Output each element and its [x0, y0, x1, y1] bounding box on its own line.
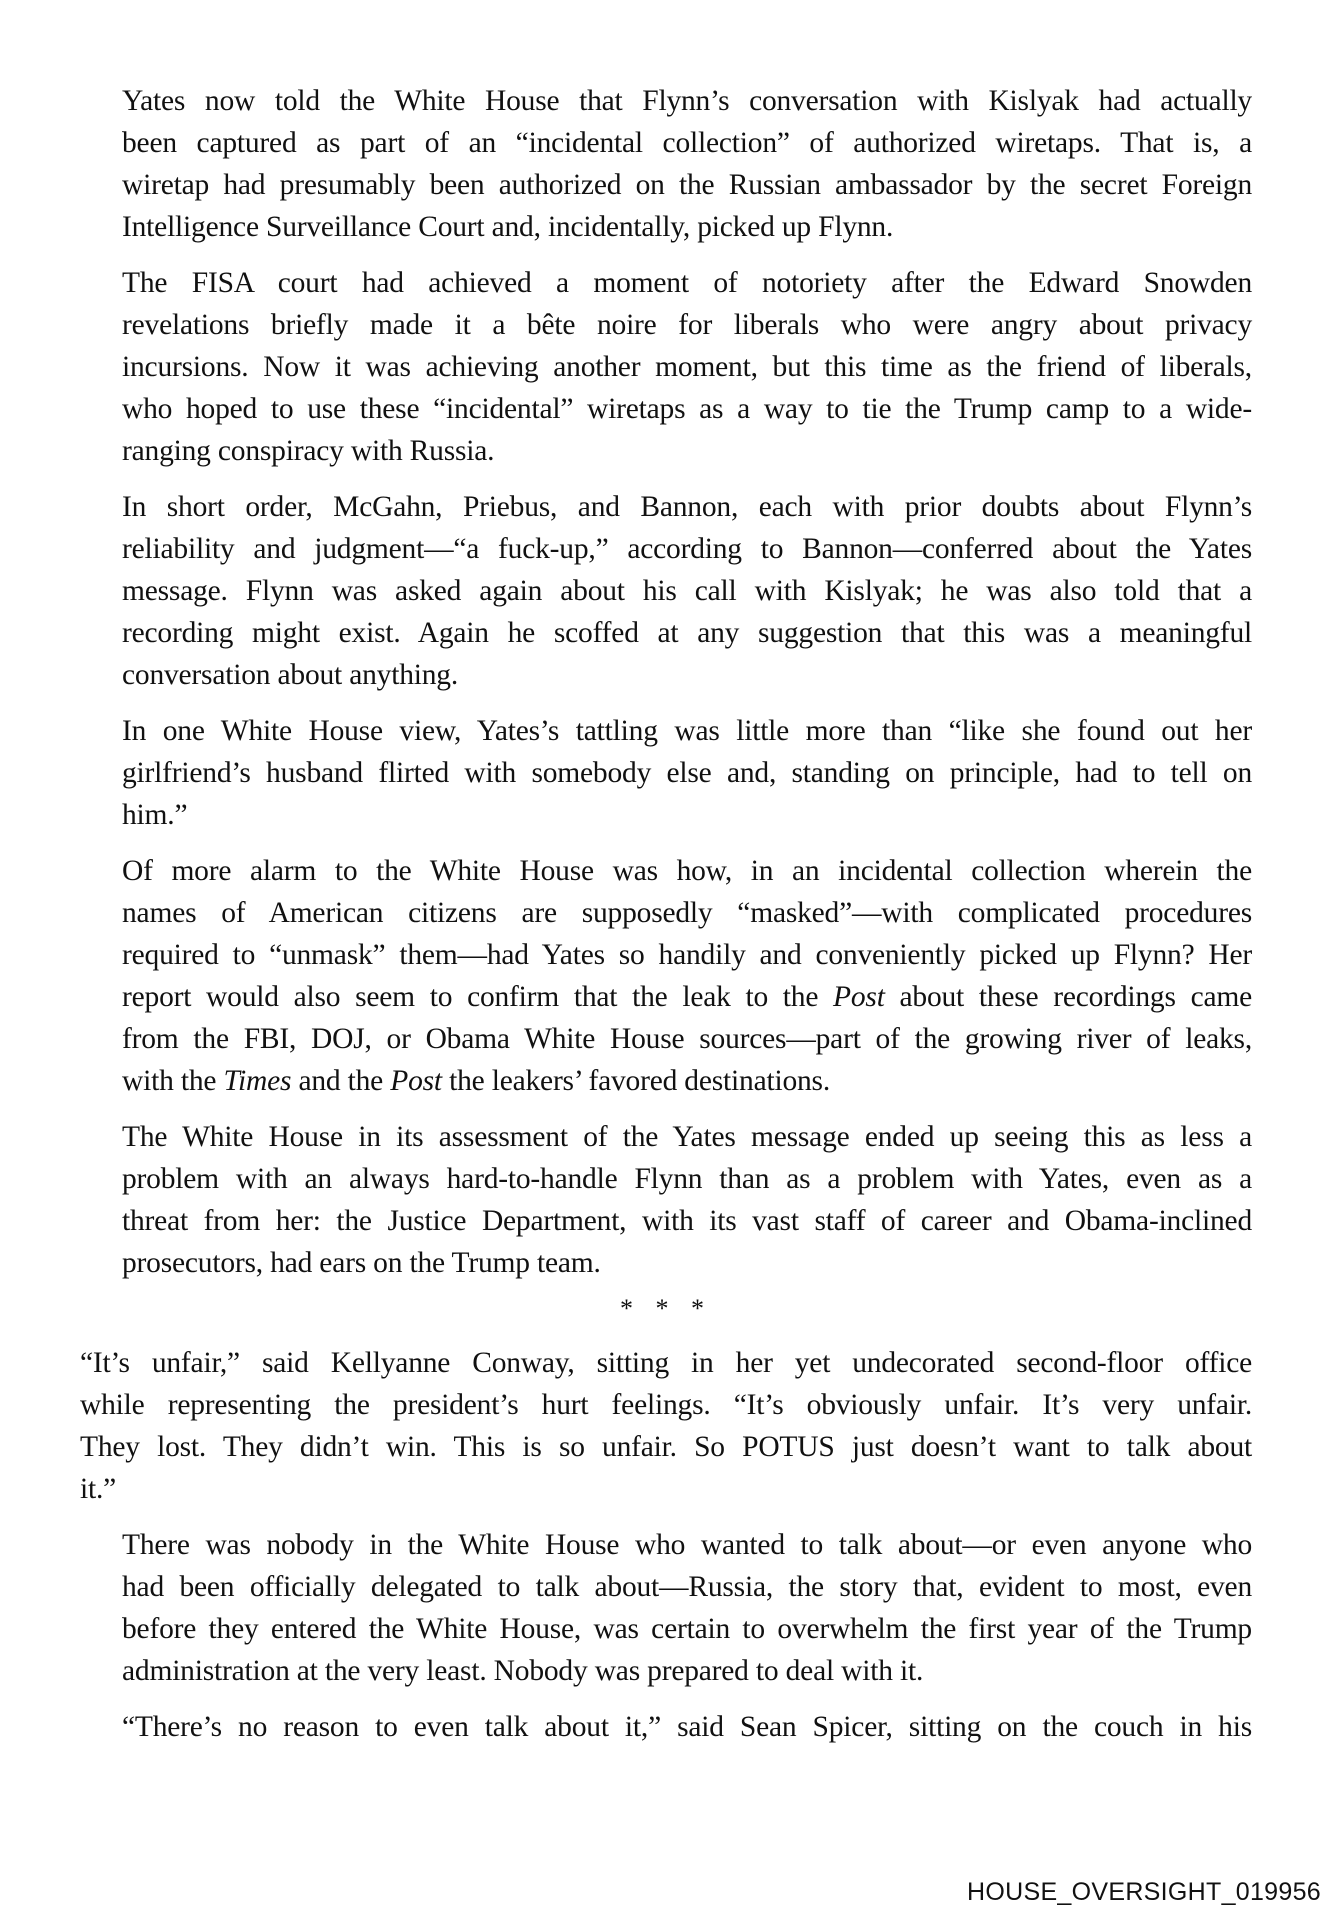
text-line: it.” [80, 1473, 117, 1505]
text-line: report would also seem to confirm that the leak to the Post about these recordings came [122, 981, 1252, 1013]
bates-stamp: HOUSE_OVERSIGHT_019956 [967, 1878, 1321, 1906]
text-line: In short order, McGahn, Priebus, and Bannon, each with prior doubts about Flynn’s [122, 491, 1252, 523]
text-line: revelations briefly made it a bête noire for liberals who were angry about privacy [122, 309, 1252, 341]
publication-name: Post [390, 1065, 442, 1097]
text-line: who hoped to use these “incidental” wiretaps as a way to tie the Trump camp to a wide- [122, 393, 1252, 425]
text-line: names of American citizens are supposedly “masked”—with complicated procedures [122, 897, 1252, 929]
paragraph-nobody [80, 1524, 1252, 1692]
text-line: The White House in its assessment of the Yates message ended up seeing this as less a [122, 1121, 1252, 1153]
text-line: administration at the very least. Nobody was prepared to deal with it. [122, 1655, 924, 1687]
text-line: with the Times and the Post the leakers’ favored destinations. [122, 1065, 831, 1097]
text-line: before they entered the White House, was certain to overwhelm the first year of the Trump [122, 1613, 1252, 1645]
text-line: Of more alarm to the White House was how, in an incidental collection wherein the [122, 855, 1252, 887]
paragraph-conway [80, 1342, 1252, 1510]
text-line: prosecutors, had ears on the Trump team. [122, 1247, 601, 1279]
text-line: “It’s unfair,” said Kellyanne Conway, sitting in her yet undecorated second-floor office [80, 1347, 1252, 1379]
publication-name: Times [223, 1065, 292, 1097]
text-line: In one White House view, Yates’s tattling was little more than “like she found out her [122, 715, 1252, 747]
text-line: had been officially delegated to talk about—Russia, the story that, evident to most, even [122, 1571, 1252, 1603]
text-line: while representing the president’s hurt feelings. “It’s obviously unfair. It’s very unfair. [80, 1389, 1252, 1421]
paragraph-fisa-court [80, 262, 1252, 472]
paragraph-spicer [80, 1706, 1252, 1748]
text-line: ranging conspiracy with Russia. [122, 435, 495, 467]
text-line: been captured as part of an “incidental collection” of authorized wiretaps. That is, a [122, 127, 1252, 159]
text-line: The FISA court had achieved a moment of notoriety after the Edward Snowden [122, 267, 1252, 299]
text-line: reliability and judgment—“a fuck-up,” according to Bannon—conferred about the Yates [122, 533, 1252, 565]
text-line: Yates now told the White House that Flynn’s conversation with Kislyak had actually [122, 85, 1252, 117]
paragraph-more-alarm [80, 850, 1252, 1102]
publication-name: Post [833, 981, 885, 1013]
text-line: from the FBI, DOJ, or Obama White House sources—part of the growing river of leaks, [122, 1023, 1252, 1055]
text-line: threat from her: the Justice Department, with its vast staff of career and Obama-inclined [122, 1205, 1252, 1237]
text-line: incursions. Now it was achieving another moment, but this time as the friend of liberals, [122, 351, 1252, 383]
text-line: problem with an always hard-to-handle Flynn than as a problem with Yates, even as a [122, 1163, 1252, 1195]
document-page [80, 80, 1252, 1762]
text-line: Intelligence Surveillance Court and, incidentally, picked up Flynn. [122, 211, 894, 243]
text-line: wiretap had presumably been authorized on the Russian ambassador by the secret Foreign [122, 169, 1252, 201]
text-line: girlfriend’s husband flirted with somebody else and, standing on principle, had to tell on [122, 757, 1252, 789]
text-line: conversation about anything. [122, 659, 459, 691]
text-line: There was nobody in the White House who wanted to talk about—or even anyone who [122, 1529, 1252, 1561]
text-line: message. Flynn was asked again about his call with Kislyak; he was also told that a [122, 575, 1252, 607]
section-separator: * * * [620, 1294, 712, 1323]
paragraph-short-order [80, 486, 1252, 696]
paragraph-yates-told [80, 80, 1252, 248]
text-line: They lost. They didn’t win. This is so unfair. So POTUS just doesn’t want to talk about [80, 1431, 1252, 1463]
text-line: him.” [122, 799, 188, 831]
text-line: recording might exist. Again he scoffed at any suggestion that this was a meaningful [122, 617, 1252, 649]
paragraph-assessment [80, 1116, 1252, 1284]
text-line: “There’s no reason to even talk about it,” said Sean Spicer, sitting on the couch in his [122, 1711, 1252, 1743]
text-line: required to “unmask” them—had Yates so handily and conveniently picked up Flynn? Her [122, 939, 1252, 971]
paragraph-tattling [80, 710, 1252, 836]
